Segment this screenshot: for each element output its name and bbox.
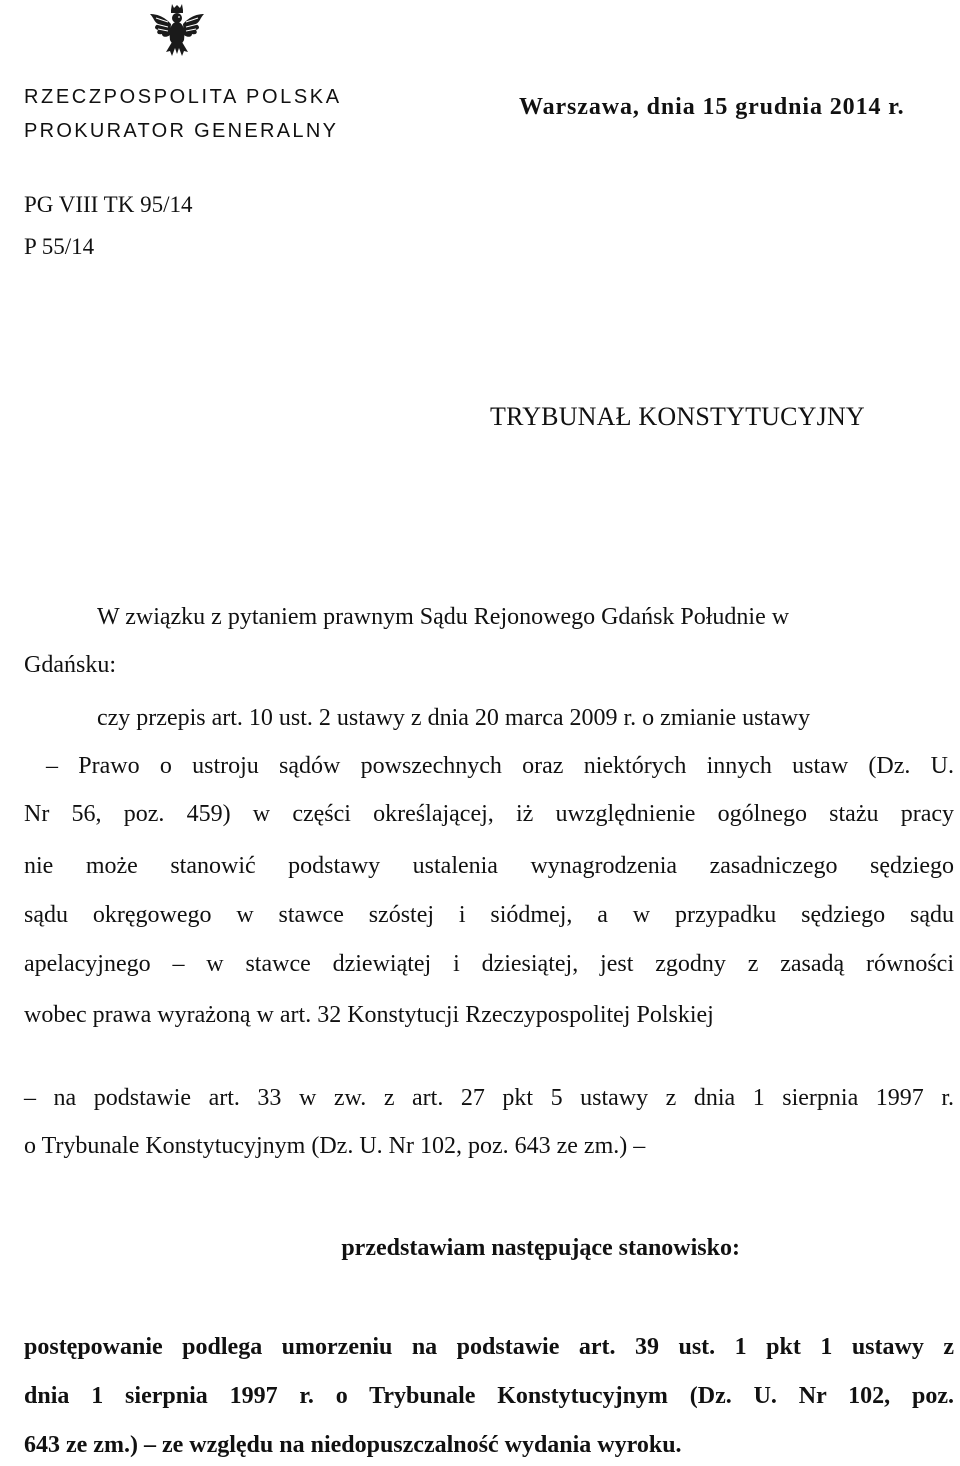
eagle-emblem-icon (148, 2, 206, 58)
conclusion-line: 643 ze zm.) – ze względu na niedopuszczalność wydania wyroku. (24, 1432, 682, 1458)
basis-line: – na podstawie art. 33 w zw. z art. 27 pkt 5 ustawy z dnia 1 sierpnia 1997 r. (24, 1085, 954, 1111)
question-line: czy przepis art. 10 ust. 2 ustawy z dnia 20 marca 2009 r. o zmianie ustawy (97, 705, 811, 731)
case-signature-2: P 55/14 (24, 234, 95, 259)
question-line: wobec prawa wyrażoną w art. 32 Konstytucji Rzeczypospolitej Polskiej (24, 1002, 714, 1028)
question-line: apelacyjnego – w stawce dziewiątej i dziesiątej, jest zgodny z zasadą równości (24, 951, 954, 977)
question-line: – Prawo o ustroju sądów powszechnych oraz niektórych innych ustaw (Dz. U. (46, 753, 954, 779)
addressee: TRYBUNAŁ KONSTYTUCYJNY (490, 402, 865, 431)
case-signature-1: PG VIII TK 95/14 (24, 192, 193, 217)
document-date: Warszawa, dnia 15 grudnia 2014 r. (519, 94, 905, 120)
intro-line: Gdańsku: (24, 652, 116, 678)
statement-heading: przedstawiam następujące stanowisko: (341, 1235, 740, 1261)
intro-line: W związku z pytaniem prawnym Sądu Rejonowego Gdańsk Południe w (97, 604, 790, 630)
question-line: Nr 56, poz. 459) w części określającej, iż uwzględnienie ogólnego stażu pracy (24, 801, 954, 827)
basis-line: o Trybunale Konstytucyjnym (Dz. U. Nr 102, poz. 643 ze zm.) – (24, 1133, 646, 1159)
country-name: RZECZPOSPOLITA POLSKA (24, 86, 342, 108)
conclusion-line: dnia 1 sierpnia 1997 r. o Trybunale Konstytucyjnym (Dz. U. Nr 102, poz. (24, 1383, 954, 1409)
question-line: sądu okręgowego w stawce szóstej i siódmej, a w przypadku sędziego sądu (24, 902, 954, 928)
conclusion-line: postępowanie podlega umorzeniu na podstawie art. 39 ust. 1 pkt 1 ustawy z (24, 1334, 954, 1360)
question-line: nie może stanowić podstawy ustalenia wynagrodzenia zasadniczego sędziego (24, 853, 954, 879)
office-name: PROKURATOR GENERALNY (24, 120, 339, 142)
